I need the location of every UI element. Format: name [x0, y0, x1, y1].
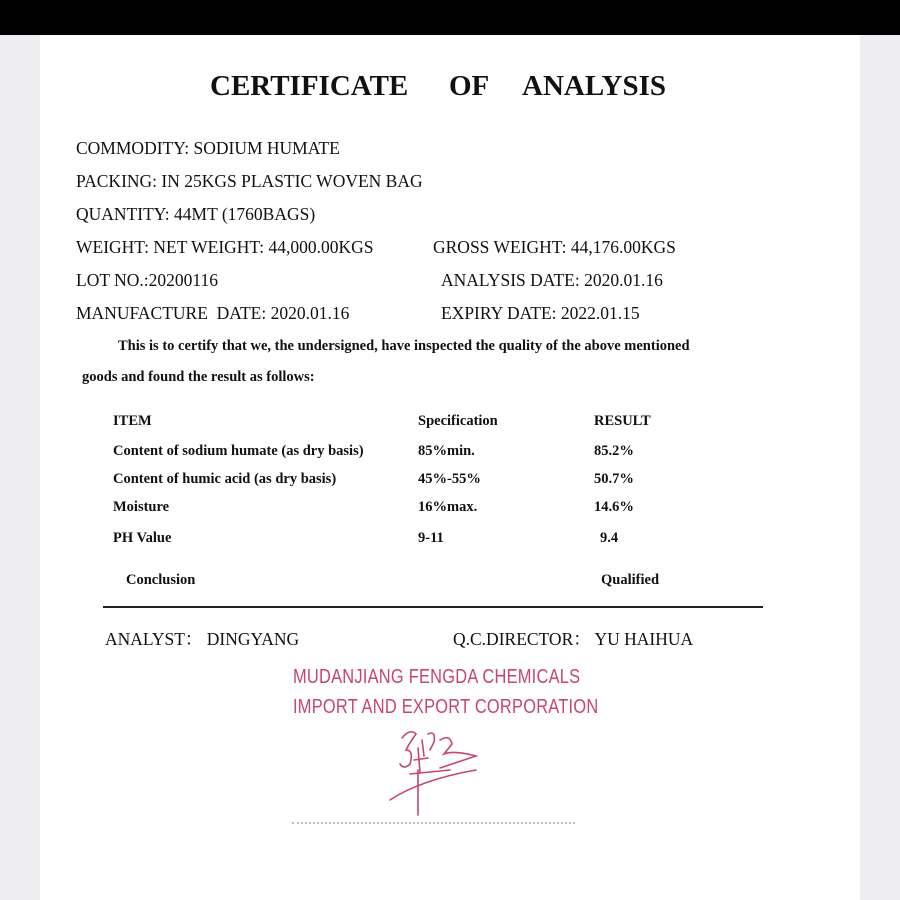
header-specification: Specification — [418, 413, 498, 429]
statement-line-1: This is to certify that we, the undersigned, have inspected the quality of the above mentioned — [118, 338, 690, 354]
analyst: ANALYST： DINGYANG — [105, 629, 300, 649]
signature-line — [292, 822, 575, 824]
stamp-line-2: IMPORT AND EXPORT CORPORATION — [293, 696, 599, 718]
row-result: 85.2% — [594, 443, 634, 459]
statement-line-2: goods and found the result as follows: — [82, 369, 315, 385]
gross-weight: GROSS WEIGHT: 44,176.00KGS — [433, 237, 676, 257]
row-spec: 85%min. — [418, 443, 475, 459]
row-item: PH Value — [113, 530, 172, 546]
header-item: ITEM — [113, 413, 152, 429]
row-result: 50.7% — [594, 471, 634, 487]
row-result: 14.6% — [594, 499, 634, 515]
divider — [103, 606, 763, 608]
qc-director: Q.C.DIRECTOR： YU HAIHUA — [453, 629, 694, 649]
signature-icon — [380, 720, 490, 820]
lot-number: LOT NO.:20200116 — [76, 270, 218, 290]
top-bar — [0, 0, 900, 35]
title-word-certificate: CERTIFICATE — [210, 70, 409, 102]
row-item: Moisture — [113, 499, 170, 515]
commodity: COMMODITY: SODIUM HUMATE — [76, 138, 340, 158]
conclusion-label: Conclusion — [126, 572, 196, 588]
row-item: Content of humic acid (as dry basis) — [113, 471, 337, 487]
row-spec: 45%-55% — [418, 471, 481, 487]
row-result: 9.4 — [600, 530, 619, 546]
packing: PACKING: IN 25KGS PLASTIC WOVEN BAG — [76, 171, 423, 191]
row-spec: 16%max. — [418, 499, 478, 515]
title-word-analysis: ANALYSIS — [522, 70, 666, 102]
analysis-date: ANALYSIS DATE: 2020.01.16 — [441, 270, 663, 290]
stamp-line-1: MUDANJIANG FENGDA CHEMICALS — [293, 666, 581, 688]
manufacture-date: MANUFACTURE DATE: 2020.01.16 — [76, 303, 350, 323]
title-word-of: OF — [449, 70, 490, 102]
row-spec: 9-11 — [418, 530, 444, 546]
quantity: QUANTITY: 44MT (1760BAGS) — [76, 204, 316, 224]
conclusion-value: Qualified — [601, 572, 660, 588]
net-weight: WEIGHT: NET WEIGHT: 44,000.00KGS — [76, 237, 374, 257]
row-item: Content of sodium humate (as dry basis) — [113, 443, 364, 459]
header-result: RESULT — [594, 413, 651, 429]
expiry-date: EXPIRY DATE: 2022.01.15 — [441, 303, 640, 323]
